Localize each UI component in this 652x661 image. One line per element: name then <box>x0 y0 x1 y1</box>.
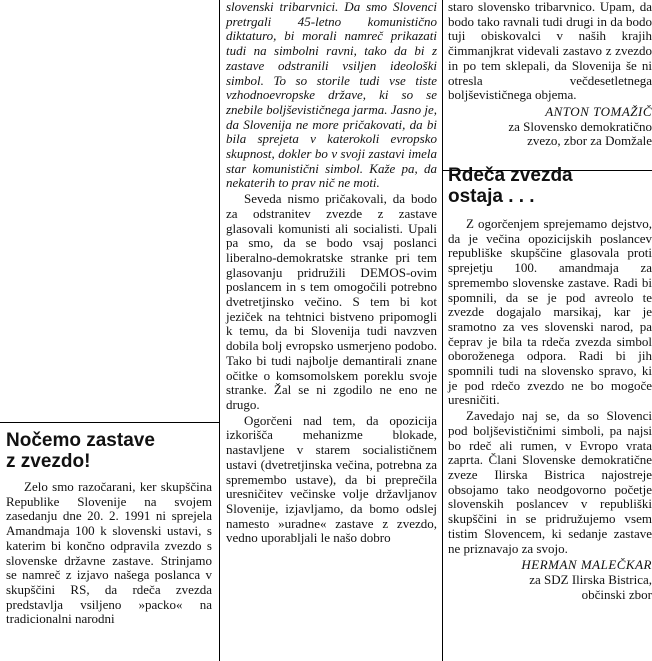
signature-org-2b: občinski zbor <box>581 586 652 602</box>
paragraph-2: Zavedajo naj se, da so Slovenci pod boljševističnimi simboli, pa najsi bo rdeč ali rumen, v Evropo vrata zaprta. Člani Slovenske demokratične zveze Ilirska Bistrica najostreje obsojamo tako neodgovorno početje slovenskih poslancev v republiški skupščini in se pridružujemo vsem tistim Slovencem, ki sedanje zastave ne priznavajo za svojo. <box>448 408 652 556</box>
headline-line-1: Rdeča zvezda <box>448 165 573 187</box>
column-rule-right <box>442 0 443 661</box>
column-rule-left <box>219 0 220 661</box>
signature-name-2: HERMAN MALEČKAR <box>521 557 652 573</box>
signature-org-1b: zvezo, zbor za Domžale <box>527 133 652 149</box>
article-rdeca-zvezda <box>448 165 652 602</box>
article-body: Zelo smo razočarani, ker skupščina Republike Slovenije na svojem zasedanju dne 20. 2. 1991 ni sprejela Amandmaja 100 k slovenski ustavi, s katerim bi končno odpravila zvezdo s slovenske državne zastave. Strinjamo se namreč z izjavo našega poslanca v skupščini RS, da rdeča zvezda predstavlja vsiljeno »packo« na tradicionalni narodni <box>6 479 212 627</box>
signature-name-1: ANTON TOMAŽIČ <box>545 103 652 119</box>
column-3 <box>448 0 652 661</box>
paragraph-3: Ogorčeni nad tem, da opozicija izkorišča mehanizme blokade, nastavljene v starem socialističnem ustavi (dvetretjinska večina, potrebna za spremembo ustave), da bi preprečila uresničitev večinske volje državljanov Slovenije, izjavljamo, da bomo odslej namesto »uradne« zastave z zvezdo, vedno uporabljali le našo dobro <box>226 412 437 546</box>
article-nocemo-zastave <box>6 430 212 627</box>
column-2 <box>226 0 437 661</box>
headline-line-2: ostaja . . . <box>448 186 535 208</box>
paragraph-1: Z ogorčenjem sprejemamo dejstvo, da je večina opozicijskih poslancev republiške skupščine glasovala proti sprejetju 100. amandmaja za spremembo slovenske zastave. Radi bi spomnili, da se je pod avreolo te zvezde dogajalo marsikaj, kar je sramotno za ves slovenski narod, pa čeprav je bila ta rdeča zvezda simbol oboroženega odpora. Radi bi jih spomnili tudi na slovensko spravo, ki je pod rdečo zvezdo ne bo mogoče uresničiti. <box>448 216 652 408</box>
letter-ending: staro slovensko tribarvnico. Upam, da bodo tako ravnali tudi drugi in da bodo tuji obiskovalci v naših krajih čimmanjkrat videvali zastavo z zvezdo in po tem sklepali, da Slovenija še ni otresla večdesetletnega boljševističnega objema. <box>448 0 652 103</box>
italic-continuation: slovenski tribarvnici. Da smo Slovenci pretrgali 45-letno komunistično diktaturo, bi morali namreč prikazati tudi na simbolni ravni, tako da bi z zastave odstranili vsiljen ideološki simbol. To so storile tudi vse tiste vzhodnoevropske države, ki so se znebile boljševističnega jarma. Jasno je, da Slovenija ne more pričakovati, da bi bila sprejeta v katerokoli evropsko skupnost, dokler bo v svoji zastavi imela star komunistični simbol. Kaže pa, da nekaterih to prav nič ne moti. <box>226 0 437 191</box>
headline-line-2: z zvezdo! <box>6 451 91 472</box>
column-1 <box>0 0 214 661</box>
paragraph-2: Seveda nismo pričakovali, da bodo za odstranitev zvezde z zastave glasovali komunisti ali socialisti. Upali pa smo, da se bodo vsaj poslanci liberalno-demokratske stranke pri tem glasovanju pridružili DEMOS-ovim poslancem in s tem omogočili potrebno dvetretjinsko večino. S tem bi kot jeziček na tehtnici bistveno pripomogli k temu, da bi Slovenija tudi navzven dobila bolj evropsko usmerjeno podobo. Tako bi tudi najbolje demantirali znane očitke o komsomolskem poreklu svoje stranke. Žal se ni zgodilo ne eno ne drugo. <box>226 191 437 412</box>
signature-org-1: za Slovensko demokratično <box>508 118 652 134</box>
headline-line-1: Nočemo zastave <box>6 430 155 451</box>
signature-org-2: za SDZ Ilirska Bistrica, <box>529 571 652 587</box>
